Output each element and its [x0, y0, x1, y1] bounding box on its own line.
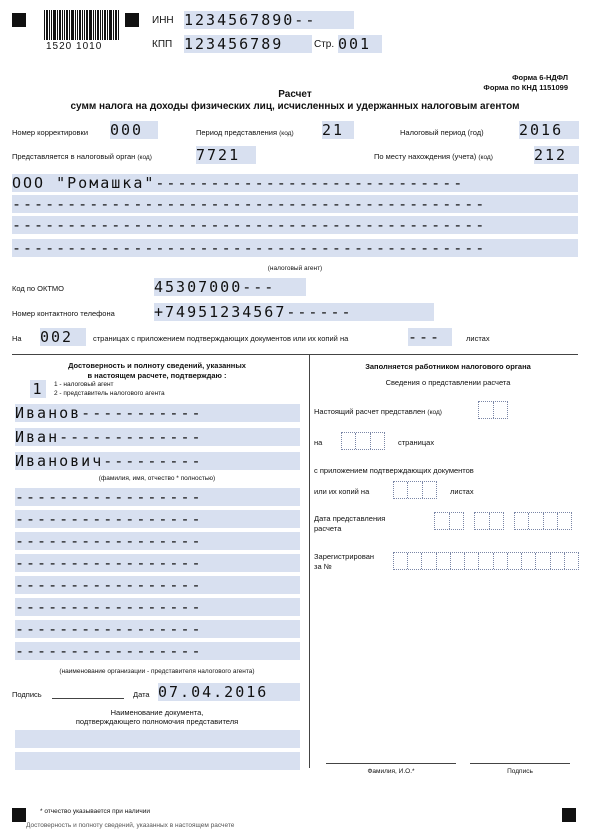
pages-field[interactable]: 002 — [40, 328, 86, 346]
agent-caption: (налоговый агент) — [267, 265, 323, 272]
section-divider — [12, 354, 578, 355]
agent-name-line-2[interactable]: ------------------------------------------- — [12, 195, 578, 213]
tax-period-label: Налоговый период (год) — [400, 128, 484, 137]
org-line-2[interactable]: ----------------- — [15, 510, 300, 528]
staff-fio-line — [326, 763, 456, 764]
inn-field[interactable]: 1234567890-- — [184, 11, 354, 29]
corner-marker-bottom-left — [12, 808, 26, 822]
doc-line-2[interactable] — [15, 752, 300, 770]
page-subtitle: сумм налога на доходы физических лиц, исчисленных и удержанных налоговым агентом — [70, 101, 520, 112]
pages-prefix: На — [12, 334, 22, 343]
copies-label: или их копий на — [314, 487, 370, 496]
corner-marker-top-left — [12, 13, 26, 27]
staff-copies-field[interactable] — [393, 481, 437, 499]
sheets-label: листах — [450, 487, 474, 496]
staff-sign-caption: Подпись — [507, 768, 533, 775]
doc-title-2: подтверждающего полномочия представителя — [75, 717, 239, 726]
inn-label: ИНН — [152, 15, 174, 26]
surname-field[interactable]: Иванов----------- — [15, 404, 300, 422]
pages-text: страницах с приложением подтверждающих документов или их копий на — [93, 334, 349, 343]
tax-period-field[interactable]: 2016 — [519, 121, 579, 139]
org-line-4[interactable]: ----------------- — [15, 554, 300, 572]
submitted-label: Настоящий расчет представлен (код) — [314, 407, 442, 416]
correction-field[interactable]: 000 — [110, 121, 158, 139]
staff-pages-field[interactable] — [341, 432, 385, 450]
org-line-6[interactable]: ----------------- — [15, 598, 300, 616]
staff-pages-label: страницах — [398, 438, 435, 447]
submission-date-label-2: расчета — [314, 524, 342, 533]
form-name: Форма 6-НДФЛ — [512, 73, 568, 82]
confirm-field[interactable]: 1 — [30, 380, 46, 398]
registration-number-field[interactable] — [393, 552, 579, 570]
submission-date-label-1: Дата представления — [314, 514, 386, 523]
kpp-field[interactable]: 123456789 — [184, 35, 312, 53]
oktmo-field[interactable]: 45307000--- — [154, 278, 306, 296]
org-line-8[interactable]: ----------------- — [15, 642, 300, 660]
registered-label-1: Зарегистрирован — [314, 552, 375, 561]
page-title: Расчет — [278, 89, 312, 100]
confirm-option-1: 1 - налоговый агент — [54, 381, 114, 388]
sign-line — [52, 698, 124, 699]
oktmo-label: Код по ОКТМО — [12, 284, 65, 293]
name-field[interactable]: Иван------------- — [15, 428, 300, 446]
date-label: Дата — [133, 690, 150, 699]
column-divider — [309, 354, 310, 768]
phone-field[interactable]: +74951234567------ — [154, 303, 434, 321]
patronymic-field[interactable]: Иванович--------- — [15, 452, 300, 470]
agent-name-line-4[interactable]: ------------------------------------------- — [12, 239, 578, 257]
copies-field[interactable]: --- — [408, 328, 452, 346]
period-label: Период представления (код) — [196, 128, 294, 137]
on-label: на — [314, 438, 323, 447]
cut-line-text: Достоверность и полноту сведений, указанных в настоящем расчете — [26, 822, 235, 829]
org-caption: (наименование организации - представителя налогового агента) — [59, 668, 255, 675]
footnote: * отчество указывается при наличии — [40, 808, 150, 815]
barcode — [44, 10, 120, 40]
location-field[interactable]: 212 — [534, 146, 579, 164]
location-label: По месту нахождения (учета) (код) — [374, 152, 493, 161]
agent-name-line-3[interactable]: ------------------------------------------- — [12, 216, 578, 234]
form-knd: Форма по КНД 1151099 — [483, 83, 568, 92]
period-field[interactable]: 21 — [322, 121, 354, 139]
confirm-heading-1: Достоверность и полноту сведений, указанных — [68, 361, 246, 370]
org-line-1[interactable]: ----------------- — [15, 488, 300, 506]
staff-heading: Заполняется работником налогового органа — [365, 362, 531, 371]
doc-line-1[interactable] — [15, 730, 300, 748]
copies-suffix: листах — [466, 334, 490, 343]
corner-marker-bottom-right — [562, 808, 576, 822]
submission-date-month[interactable] — [474, 512, 504, 530]
submission-date-day[interactable] — [434, 512, 464, 530]
staff-sign-line — [470, 763, 570, 764]
with-docs-label: с приложением подтверждающих документов — [314, 466, 474, 475]
sign-label: Подпись — [12, 690, 42, 699]
page-number-label: Стр. — [314, 39, 335, 50]
staff-subheading: Сведения о представлении расчета — [385, 378, 511, 387]
submitted-code-field[interactable] — [478, 401, 508, 419]
org-line-5[interactable]: ----------------- — [15, 576, 300, 594]
agent-name-line-1[interactable]: ООО "Ромашка"---------------------------- — [12, 174, 578, 192]
barcode-number: 1520 1010 — [46, 41, 103, 52]
submission-date-year[interactable] — [514, 512, 572, 530]
page-number-field[interactable]: 001 — [338, 35, 382, 53]
registered-label-2: за № — [314, 562, 332, 571]
authority-field[interactable]: 7721 — [196, 146, 256, 164]
phone-label: Номер контактного телефона — [12, 309, 115, 318]
authority-label: Представляется в налоговый орган (код) — [12, 152, 152, 161]
doc-title-1: Наименование документа, — [110, 708, 204, 717]
staff-fio-caption: Фамилия, И.О.* — [367, 768, 415, 775]
confirm-heading-2: в настоящем расчете, подтверждаю : — [87, 371, 227, 380]
date-field[interactable]: 07.04.2016 — [158, 683, 300, 701]
org-line-7[interactable]: ----------------- — [15, 620, 300, 638]
fio-caption: (фамилия, имя, отчество * полностью) — [98, 475, 216, 482]
confirm-option-2: 2 - представитель налогового агента — [54, 390, 165, 397]
correction-label: Номер корректировки — [12, 128, 89, 137]
corner-marker-top-middle — [125, 13, 139, 27]
kpp-label: КПП — [152, 39, 173, 50]
org-line-3[interactable]: ----------------- — [15, 532, 300, 550]
